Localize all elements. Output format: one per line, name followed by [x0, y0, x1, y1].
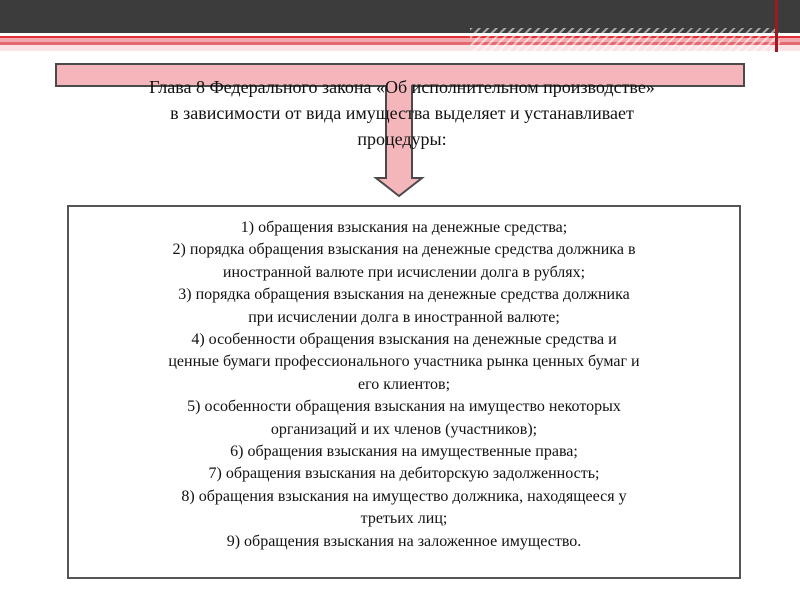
heading-line: процедуры: [357, 129, 447, 149]
heading-line: в зависимости от вида имущества выделяет и устанавливает [170, 103, 634, 123]
procedure-line: ценные бумаги профессионального участника рынка ценных бумаг и [168, 353, 640, 371]
procedure-line: при исчислении долга в иностранной валюте; [248, 308, 560, 326]
procedure-line: 7) обращения взыскания на дебиторскую задолженность; [208, 465, 600, 483]
heading-line: Глава 8 Федерального закона «Об исполнительном производстве» [149, 77, 655, 97]
procedure-line: 5) особенности обращения взыскания на имущество некоторых [187, 398, 621, 416]
procedure-line: 6) обращения взыскания на имущественные права; [230, 443, 578, 461]
procedure-line: 1) обращения взыскания на денежные средства; [240, 219, 568, 236]
procedure-line: 4) особенности обращения взыскания на денежные средства и [191, 331, 617, 349]
procedure-line: его клиентов; [357, 375, 451, 393]
procedure-line: организаций и их членов (участников); [270, 420, 538, 438]
procedure-line: 8) обращения взыскания на имущество должника, находящееся у [181, 487, 627, 505]
procedure-line: третьих лиц; [360, 510, 448, 528]
heading-text [52, 74, 752, 152]
procedures-box [67, 205, 741, 579]
procedure-line: 9) обращения взыскания на заложенное имущество. [226, 532, 582, 550]
procedure-line: 2) порядка обращения взыскания на денежные средства должника в [172, 241, 636, 259]
procedure-line: 3) порядка обращения взыскания на денежные средства должника [178, 286, 630, 304]
procedures-list [69, 217, 739, 553]
procedure-line: иностранной валюте при исчислении долга в рублях; [222, 263, 586, 281]
